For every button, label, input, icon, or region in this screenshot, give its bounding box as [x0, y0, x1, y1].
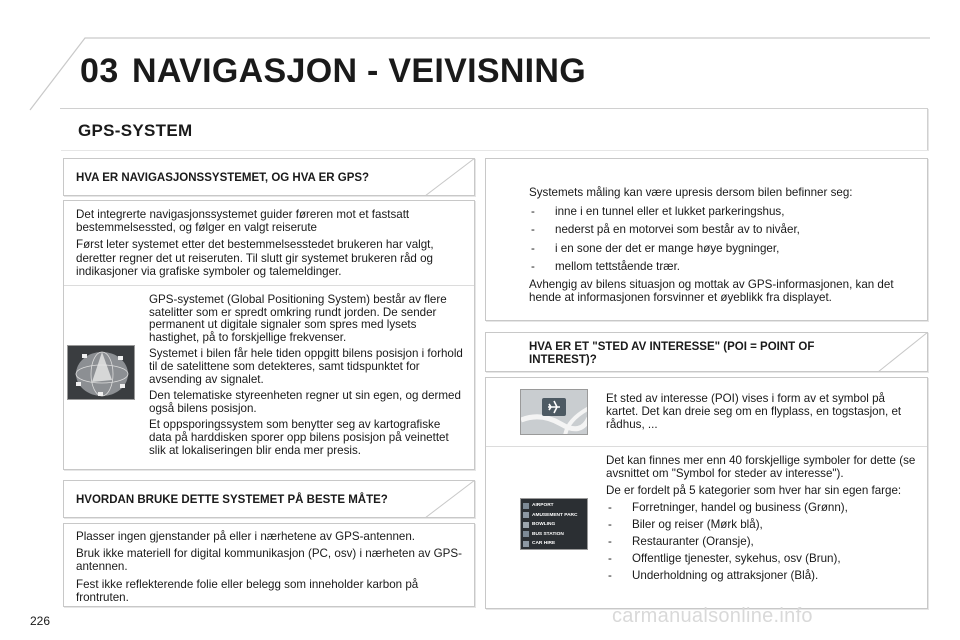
accuracy-item: - i en sone der det er mange høye bygninger,	[529, 242, 919, 255]
category-item: - Forretninger, handel og business (Grønn),	[606, 502, 918, 515]
amusement-park-icon	[523, 512, 529, 518]
q1-intro-text	[76, 208, 466, 282]
section-title: GPS-SYSTEM	[78, 121, 193, 140]
category-list	[606, 502, 918, 582]
poi-list-screen	[520, 498, 588, 550]
category-item: - Underholdning og attraksjoner (Blå).	[606, 570, 918, 583]
poi-list	[523, 501, 587, 549]
q2-heading: HVORDAN BRUKE DETTE SYSTEMET PÅ BESTE MÅTE?	[76, 494, 388, 506]
poi-list-item: AMUSEMENT PARC	[523, 511, 587, 521]
q1-heading-corner	[425, 158, 477, 196]
bus-station-icon	[523, 531, 529, 537]
watermark: carmanualsonline.info	[612, 605, 813, 627]
poi-list-item: BUS STATION	[523, 530, 587, 540]
category-item: - Offentlige tjenester, sykehus, osv (Brun),	[606, 553, 918, 566]
symbols-text	[606, 455, 918, 586]
symbols-paragraph-2: De er fordelt på 5 kategorier som hver har sin egen farge:	[606, 483, 902, 497]
poi-list-item: CAR HIRE	[523, 539, 587, 549]
airport-map-icon	[520, 389, 588, 435]
accuracy-item: - inne i en tunnel eller et lukket parkeringshus,	[529, 205, 919, 218]
category-item: - Restauranter (Oransje),	[606, 536, 918, 549]
poi-list-item: BOWLING	[523, 520, 587, 530]
poi-heading: HVA ER ET "STED AV INTERESSE" (POI = POINT OF INTEREST)?	[529, 341, 815, 366]
bowling-icon	[523, 522, 529, 528]
q2-paragraph-3: Fest ikke reflekterende folie eller belegg som inneholder karbon på frontruten.	[76, 577, 419, 604]
gps-paragraph-3: Den telematiske styreenheten regner ut sin egen, og dermed også bilens posisjon.	[149, 389, 461, 415]
car-hire-icon	[523, 541, 529, 547]
q1-paragraph-2: Først leter systemet etter det bestemmelsesstedet brukeren har valgt, deretter regner det ut reiseruten. Til slutt gir systemet brukeren råd og indikasjoner via grafiske symboler og talemeldinger.	[76, 238, 434, 278]
poi-description: Et sted av interesse (POI) vises i form av et symbol på kartet. Det kan dreie seg om en flyplass, en togstasjon, et rådhus, ...	[606, 392, 902, 432]
category-item: - Biler og reiser (Mørk blå),	[606, 519, 918, 532]
chapter-title: NAVIGASJON - VEIVISNING	[132, 52, 587, 90]
page-number: 226	[30, 614, 51, 628]
poi-divider	[486, 446, 927, 447]
poi-heading-corner	[878, 332, 930, 372]
accuracy-item: - nederst på en motorvei som består av to nivåer,	[529, 223, 919, 236]
q2-paragraph-1: Plasser ingen gjenstander på eller i nærhetene av GPS-antennen.	[76, 530, 416, 543]
accuracy-text	[529, 186, 919, 308]
airport-icon	[523, 503, 529, 509]
symbols-paragraph-1: Det kan finnes mer enn 40 forskjellige symboler for dette (se avsnittet om "Symbol for steder av interesse").	[606, 454, 916, 480]
q2-text	[76, 530, 466, 608]
q1-paragraph-1: Det integrerte navigasjonssystemet guider føreren mot et fastsatt bestemmelsessted, og følger en valgt reiserute	[76, 208, 410, 235]
accuracy-intro: Systemets måling kan være upresis dersom bilen befinner seg:	[529, 186, 853, 199]
satellite-globe-illustration	[67, 345, 135, 400]
inner-divider	[64, 285, 474, 286]
gps-paragraph-2: Systemet i bilen får hele tiden oppgitt bilens posisjon i forhold til de satelittene som detekteres, samt tidspunktet for avsending av signalet.	[149, 347, 463, 386]
poi-list-item: AIRPORT	[523, 501, 587, 511]
accuracy-outro: Avhengig av bilens situasjon og mottak av GPS-informasjonen, kan det hende at informasjonen forsvinner et øyeblikk fra displayet.	[529, 278, 894, 305]
q2-paragraph-2: Bruk ikke materiell for digital kommunikasjon (PC, osv) i nærheten av GPS-antennen.	[76, 547, 462, 574]
q1-heading: HVA ER NAVIGASJONSSYSTEMET, OG HVA ER GPS?	[76, 172, 370, 184]
accuracy-list	[529, 205, 919, 273]
accuracy-item: - mellom tettstående trær.	[529, 260, 919, 273]
gps-description	[149, 294, 465, 461]
chapter-number: 03	[80, 52, 119, 90]
gps-paragraph-1: GPS-systemet (Global Positioning System) består av flere satelitter som er spredt omkring rundt jorden. De sender permanent ut digitale signaler som spres med lysets hastighet, på to forskjellige frekvenser.	[149, 293, 447, 344]
gps-paragraph-4: Et oppsporingssystem som benytter seg av kartografiske data på harddisken sporer opp bilens posisjon på veinettet slik at lokaliseringen blir enda mer presis.	[149, 418, 449, 457]
